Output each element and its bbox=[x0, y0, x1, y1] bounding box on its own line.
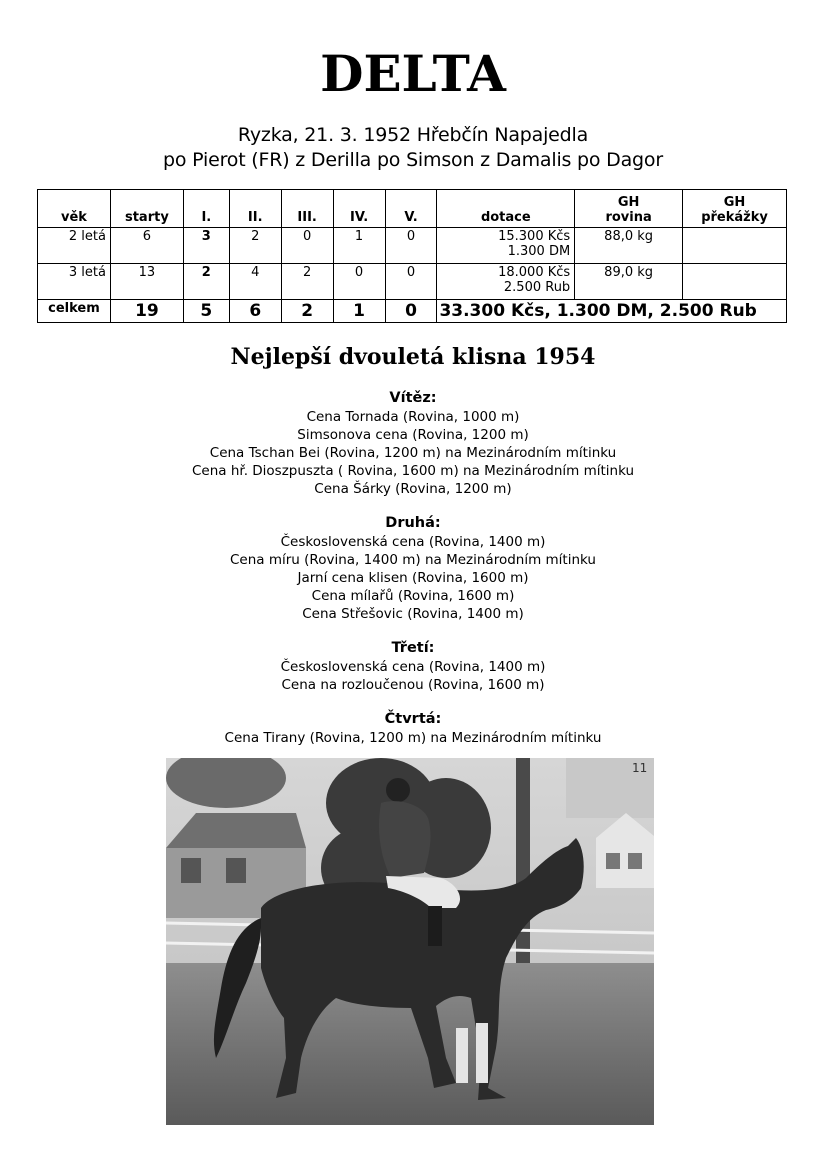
header-gh-flat-bottom: rovina bbox=[605, 210, 652, 225]
photo-marker: 11 bbox=[632, 761, 648, 775]
cell-gh-flat: 89,0 kg bbox=[575, 264, 683, 300]
header-first: I. bbox=[183, 190, 229, 228]
second-group bbox=[0, 514, 826, 623]
header-gh-jump bbox=[683, 190, 787, 228]
race-item: Cena Šárky (Rovina, 1200 m) bbox=[314, 481, 512, 497]
race-item: Jarní cena klisen (Rovina, 1600 m) bbox=[297, 570, 529, 586]
horse-info-line: Ryzka, 21. 3. 1952 Hřebčín Napajedla bbox=[237, 124, 589, 146]
cell-gh-jump bbox=[683, 264, 787, 300]
cell-fourth: 0 bbox=[333, 264, 385, 300]
cell-fifth: 0 bbox=[385, 228, 437, 264]
second-title: Druhá: bbox=[385, 515, 441, 531]
header-gh-jump-top: GH bbox=[723, 195, 746, 210]
header-gh-flat bbox=[575, 190, 683, 228]
header-fourth: IV. bbox=[333, 190, 385, 228]
race-item: Cena na rozloučenou (Rovina, 1600 m) bbox=[281, 677, 545, 693]
cell-starts: 6 bbox=[110, 228, 183, 264]
header-prize: dotace bbox=[437, 190, 575, 228]
third-title: Třetí: bbox=[391, 640, 435, 656]
third-group bbox=[0, 639, 826, 694]
race-results bbox=[0, 389, 826, 763]
cell-fifth: 0 bbox=[385, 264, 437, 300]
race-item: Cena Střešovic (Rovina, 1400 m) bbox=[302, 606, 524, 622]
table-row bbox=[38, 264, 787, 300]
race-item: Cena Tirany (Rovina, 1200 m) na Mezinárodním mítinku bbox=[224, 730, 602, 746]
cell-gh-flat: 88,0 kg bbox=[575, 228, 683, 264]
cell-third: 2 bbox=[281, 264, 333, 300]
table-total-row bbox=[38, 300, 787, 323]
pedigree-line: po Pierot (FR) z Derilla po Simson z Damalis po Dagor bbox=[163, 149, 663, 171]
total-fifth: 0 bbox=[385, 300, 437, 323]
cell-prize bbox=[437, 228, 575, 264]
fourth-group bbox=[0, 710, 826, 747]
fourth-title: Čtvrtá: bbox=[384, 711, 442, 727]
cell-age: 3 letá bbox=[38, 264, 111, 300]
cell-fourth: 1 bbox=[333, 228, 385, 264]
winner-title: Vítěz: bbox=[389, 390, 437, 406]
table-row bbox=[38, 228, 787, 264]
total-second: 6 bbox=[229, 300, 281, 323]
cell-prize-line: 18.000 Kčs bbox=[498, 265, 571, 280]
header-fifth: V. bbox=[385, 190, 437, 228]
cell-second: 4 bbox=[229, 264, 281, 300]
total-starts: 19 bbox=[110, 300, 183, 323]
winner-group bbox=[0, 389, 826, 498]
horse-photo bbox=[166, 758, 654, 1125]
race-item: Cena hř. Dioszpuszta ( Rovina, 1600 m) na Mezinárodním mítinku bbox=[191, 463, 635, 479]
cell-prize-line: 15.300 Kčs bbox=[498, 229, 571, 244]
total-label: celkem bbox=[38, 300, 111, 323]
cell-second: 2 bbox=[229, 228, 281, 264]
total-third: 2 bbox=[281, 300, 333, 323]
race-item: Simsonova cena (Rovina, 1200 m) bbox=[297, 427, 529, 443]
total-first: 5 bbox=[183, 300, 229, 323]
cell-age: 2 letá bbox=[38, 228, 111, 264]
cell-prize bbox=[437, 264, 575, 300]
cell-first: 3 bbox=[183, 228, 229, 264]
pole bbox=[516, 758, 530, 988]
cell-starts: 13 bbox=[110, 264, 183, 300]
header-third: III. bbox=[281, 190, 333, 228]
header-starts: starty bbox=[110, 190, 183, 228]
cell-prize-line: 2.500 Rub bbox=[503, 280, 571, 295]
header-gh-flat-top: GH bbox=[617, 195, 640, 210]
cell-gh-jump bbox=[683, 228, 787, 264]
race-item: Cena Tornada (Rovina, 1000 m) bbox=[306, 409, 520, 425]
header-age: věk bbox=[38, 190, 111, 228]
table-header-row bbox=[38, 190, 787, 228]
race-item: Československá cena (Rovina, 1400 m) bbox=[280, 534, 546, 550]
race-item: Cena mílařů (Rovina, 1600 m) bbox=[311, 588, 515, 604]
total-fourth: 1 bbox=[333, 300, 385, 323]
cell-first: 2 bbox=[183, 264, 229, 300]
total-prize: 33.300 Kčs, 1.300 DM, 2.500 Rub bbox=[437, 300, 787, 323]
race-record-table bbox=[37, 189, 787, 323]
horse-name: DELTA bbox=[320, 44, 506, 103]
race-item: Cena Tschan Bei (Rovina, 1200 m) na Mezinárodním mítinku bbox=[209, 445, 617, 461]
achievement-heading: Nejlepší dvouletá klisna 1954 bbox=[230, 344, 596, 370]
race-item: Československá cena (Rovina, 1400 m) bbox=[280, 659, 546, 675]
header-gh-jump-bottom: překážky bbox=[701, 210, 768, 225]
race-item: Cena míru (Rovina, 1400 m) na Mezinárodním mítinku bbox=[230, 552, 596, 568]
cell-third: 0 bbox=[281, 228, 333, 264]
cell-prize-line: 1.300 DM bbox=[507, 244, 571, 259]
header-second: II. bbox=[229, 190, 281, 228]
